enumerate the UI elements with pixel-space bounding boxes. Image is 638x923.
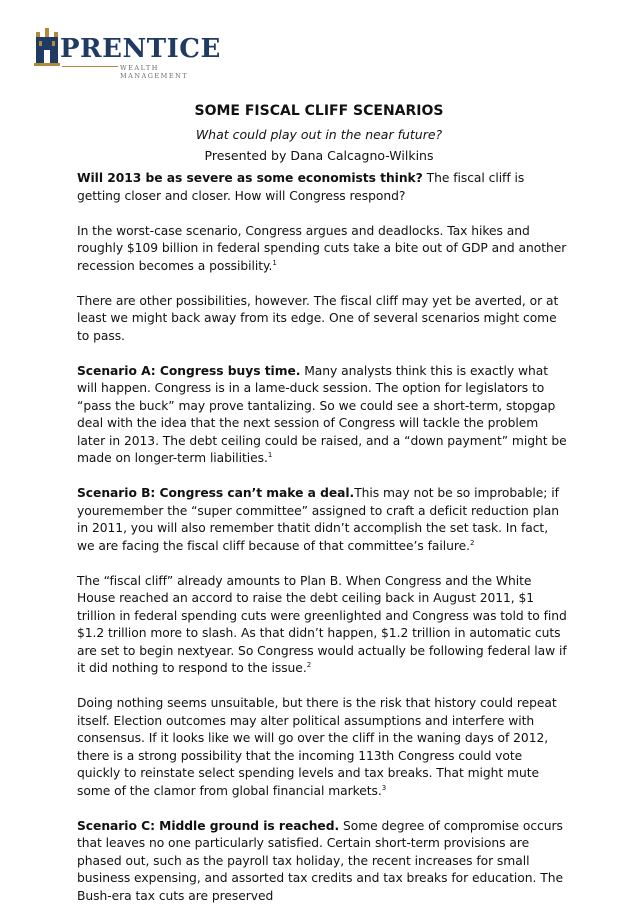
paragraph-lead: Scenario A: Congress buys time. bbox=[77, 363, 301, 378]
paragraph-text: There are other possibilities, however. The fiscal cliff may yet be averted, or at least we might back away from its edge. One of several scenarios might come to pass. bbox=[77, 293, 559, 343]
footnote-marker: 2 bbox=[306, 660, 312, 669]
paragraph-text: In the worst-case scenario, Congress argues and deadlocks. Tax hikes and roughly $109 billion in federal spending cuts take a bite out of GDP and another recession becomes a possibility. bbox=[77, 223, 567, 273]
paragraph-scenario-b bbox=[77, 485, 567, 555]
paragraph-lead: Scenario B: Congress can’t make a deal. bbox=[77, 486, 355, 500]
paragraph-text: The fiscal cliff is getting closer and closer. How will Congress respond? bbox=[77, 171, 525, 203]
paragraph-lead: Scenario C: Middle ground is reached. bbox=[77, 818, 340, 833]
paragraph-text: The “fiscal cliff” already amounts to Plan B. When Congress and the White House reached an accord to raise the debt ceiling back in August 2011, $1 trillion in federal spending cuts were greenlighted and Congress was told to find $1.2 trillion more to slash. As that didn’t happen, $1.2 trillion in automatic cuts are set to begin nextyear. So Congress would actually be following federal law if it did nothing to respond to the issue. bbox=[77, 573, 567, 675]
paragraph-possibilities bbox=[77, 293, 567, 346]
paragraph-worst-case bbox=[77, 223, 567, 276]
logo-wordmark: PRENTICE bbox=[60, 34, 221, 64]
paragraph-lead: Will 2013 be as severe as some economists think? bbox=[77, 171, 423, 185]
footnote-marker: 3 bbox=[381, 783, 387, 792]
footnote-marker: 1 bbox=[272, 258, 277, 267]
footnote-marker: 2 bbox=[469, 538, 475, 547]
paragraph-text: Some degree of compromise occurs that leaves no one particularly satisfied. Certain short-term provisions are phased out, such as the payroll tax holiday, the recent increases for small business expensing, and assorted tax credits and tax breaks for education. The Bush-era tax cuts are preserved bbox=[77, 818, 563, 903]
castle-tower-icon bbox=[34, 28, 60, 66]
article-body bbox=[77, 170, 567, 923]
paragraph-intro bbox=[77, 170, 567, 205]
paragraph-plan-b bbox=[77, 573, 567, 678]
paragraph-doing-nothing bbox=[77, 695, 567, 800]
paragraph-text: This may not be so improbable; if youremember the “super committee” assigned to craft a deficit reduction plan in 2011, you will also remember thatit didn’t accomplish the set task. In fact, we are facing the fiscal cliff because of that committee’s failure. bbox=[77, 486, 559, 553]
paragraph-text: Many analysts think this is exactly what will happen. Congress is in a lame-duck session. The option for legislators to “pass the buck” may prove tantalizing. So we could see a short-term, stopgap deal with the idea that the next session of Congress will tackle the problem later in 2013. The debt ceiling could be raised, and a “down payment” might be made on longer-term liabilities. bbox=[77, 363, 567, 465]
paragraph-text: Doing nothing seems unsuitable, but there is the risk that history could repeat itself. Election outcomes may alter political assumptions and interfere with consensus. If it looks like we will go over the cliff in the waning days of 2012, there is a strong possibility that the incoming 113th Congress could vote quickly to reinstate select spending levels and tax breaks. That might mute some of the clamor from global financial markets. bbox=[77, 696, 557, 798]
logo-tagline: WEALTH MANAGEMENT bbox=[120, 64, 189, 80]
prentice-logo bbox=[34, 26, 221, 80]
paragraph-scenario-a bbox=[77, 363, 567, 468]
logo-divider bbox=[62, 66, 118, 67]
page-title: SOME FISCAL CLIFF SCENARIOS bbox=[194, 103, 444, 119]
footnote-marker: 1 bbox=[267, 450, 273, 459]
paragraph-scenario-c bbox=[77, 818, 567, 906]
author-byline: Presented by Dana Calcagno-Wilkins bbox=[204, 148, 434, 163]
page-subtitle: What could play out in the near future? bbox=[195, 127, 443, 142]
